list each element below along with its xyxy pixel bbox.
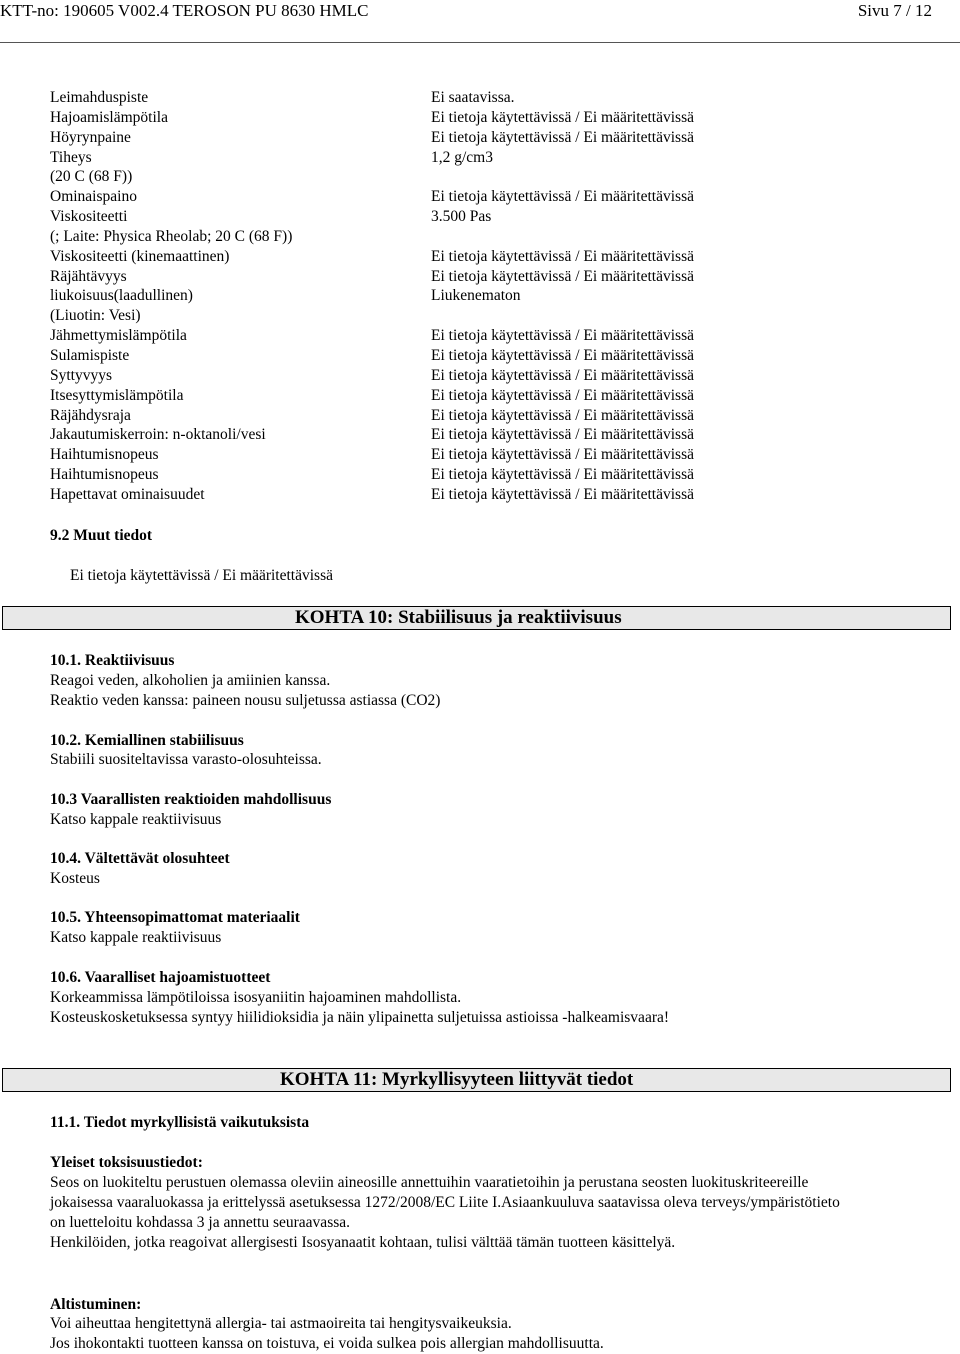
property-label: Jähmettymislämpötila (50, 327, 187, 345)
section-10-title: KOHTA 10: Stabiilisuus ja reaktiivisuus (295, 607, 622, 628)
s10-3-line1: Katso kappale reaktiivisuus (50, 811, 222, 828)
s10-6-line2: Kosteuskosketuksessa syntyy hiilidioksidia ja näin ylipainetta suljetuissa astioissa -halkeamisvaara! (50, 1009, 670, 1026)
property-value: Ei tietoja käytettävissä / Ei määritettävissä (431, 485, 694, 503)
property-value: Ei tietoja käytettävissä / Ei määritettävissä (431, 267, 694, 285)
s10-4-line1: Kosteus (50, 870, 100, 887)
property-value: Ei tietoja käytettävissä / Ei määritettävissä (431, 386, 694, 404)
property-label: Tiheys (50, 148, 92, 166)
property-label: (Liuotin: Vesi) (50, 307, 141, 325)
property-value: Ei tietoja käytettävissä / Ei määritettävissä (431, 346, 694, 364)
general-tox-line2: jokaisessa vaaraluokassa ja erittelyssä asetuksessa 1272/2008/EC Liite I.Asiaankuuluva saatavissa oleva terveys/ympäristötieto (50, 1194, 840, 1211)
property-value: Ei tietoja käytettävissä / Ei määritettävissä (431, 466, 694, 484)
property-label: Haihtumisnopeus (50, 446, 159, 464)
property-values (431, 88, 951, 505)
property-label: Jakautumiskerroin: n-oktanoli/vesi (50, 426, 266, 444)
page-number: Sivu 7 / 12 (857, 1, 932, 20)
property-value: Ei tietoja käytettävissä / Ei määritettävissä (431, 366, 694, 384)
property-label: Haihtumisnopeus (50, 466, 159, 484)
property-label: Itsesyttymislämpötila (50, 386, 184, 404)
property-label: Räjähdysraja (50, 406, 131, 424)
s10-1-heading: 10.1. Reaktiivisuus (50, 652, 175, 669)
property-value: Ei tietoja käytettävissä / Ei määritettävissä (431, 188, 694, 206)
exposure-heading: Altistuminen: (50, 1296, 142, 1313)
property-value: Ei tietoja käytettävissä / Ei määritettävissä (431, 108, 694, 126)
s11-1-heading: 11.1. Tiedot myrkyllisistä vaikutuksista (50, 1114, 310, 1131)
property-label: Leimahduspiste (50, 89, 149, 106)
property-value: Ei tietoja käytettävissä / Ei määritettävissä (431, 406, 694, 424)
s10-6-line1: Korkeammissa lämpötiloissa isosyaniitin hajoaminen mahdollista. (50, 989, 462, 1006)
exposure-line2: Jos ihokontakti tuotteen kanssa on toistuva, ei voida sulkea pois allergian mahdollisuutta. (50, 1335, 604, 1352)
general-tox-line1: Seos on luokiteltu perustuen olemassa oleviin aineosille annettuihin vaaratietoihin ja perustana seosten luokituskriteereille (50, 1174, 809, 1191)
property-value: Ei saatavissa. (431, 89, 515, 106)
property-label: Hapettavat ominaisuudet (50, 485, 205, 503)
property-label: Sulamispiste (50, 346, 130, 364)
property-label: Viskositeetti (kinemaattinen) (50, 247, 230, 265)
s10-1-line2: Reaktio veden kanssa: paineen nousu suljetussa astiassa (CO2) (50, 692, 441, 709)
s10-3-heading: 10.3 Vaarallisten reaktioiden mahdollisuus (50, 791, 332, 808)
section-11-title: KOHTA 11: Myrkyllisyyteen liittyvät tiedot (280, 1069, 634, 1090)
property-label: Hajoamislämpötila (50, 108, 168, 126)
section-9-2-text: Ei tietoja käytettävissä / Ei määritettävissä (70, 567, 333, 584)
property-value: Ei tietoja käytettävissä / Ei määritettävissä (431, 247, 694, 265)
property-value: Ei tietoja käytettävissä / Ei määritettävissä (431, 446, 694, 464)
s10-2-heading: 10.2. Kemiallinen stabiilisuus (50, 732, 244, 749)
general-tox-heading: Yleiset toksisuustiedot: (50, 1154, 203, 1171)
property-value: Ei tietoja käytettävissä / Ei määritettävissä (431, 426, 694, 444)
general-tox-line3: on luetteloitu kohdassa 3 ja annettu seuraavassa. (50, 1214, 351, 1231)
property-value: Ei tietoja käytettävissä / Ei määritettävissä (431, 128, 694, 146)
section-9-2-heading: 9.2 Muut tiedot (50, 527, 153, 544)
header-divider (0, 42, 960, 43)
s10-4-heading: 10.4. Vältettävät olosuhteet (50, 850, 230, 867)
property-label: liukoisuus(laadullinen) (50, 287, 193, 305)
property-label: Räjähtävyys (50, 267, 127, 285)
property-value: Ei tietoja käytettävissä / Ei määritettävissä (431, 327, 694, 345)
general-tox-line4: Henkilöiden, jotka reagoivat allergisesti Isosyanaatit kohtaan, tulisi välttää tämän tuotteen käsittelyä. (50, 1234, 676, 1251)
property-value: 1,2 g/cm3 (431, 148, 493, 166)
s10-6-heading: 10.6. Vaaralliset hajoamistuotteet (50, 969, 271, 986)
property-value (431, 306, 951, 326)
property-value (431, 167, 951, 187)
property-label: Höyrynpaine (50, 128, 131, 146)
s10-5-heading: 10.5. Yhteensopimattomat materiaalit (50, 909, 300, 926)
page-header (0, 0, 960, 24)
property-value (431, 227, 951, 247)
property-label: (; Laite: Physica Rheolab; 20 C (68 F)) (50, 227, 293, 245)
property-value: Liukenematon (431, 287, 521, 305)
exposure-line1: Voi aiheuttaa hengitettynä allergia- tai astmaoireita tai hengitysvaikeuksia. (50, 1315, 512, 1332)
property-label: Viskositeetti (50, 208, 128, 226)
document-id: KTT-no: 190605 V002.4 TEROSON PU 8630 HMLC (0, 1, 369, 20)
property-label: Ominaispaino (50, 188, 137, 206)
property-label: Syttyvyys (50, 366, 113, 384)
s10-5-line1: Katso kappale reaktiivisuus (50, 929, 222, 946)
s10-2-line1: Stabiili suositeltavissa varasto-olosuhteissa. (50, 751, 322, 768)
property-labels (50, 88, 410, 505)
s10-1-line1: Reagoi veden, alkoholien ja amiinien kanssa. (50, 672, 331, 689)
property-value: 3.500 Pas (431, 208, 492, 226)
property-label: (20 C (68 F)) (50, 168, 133, 186)
